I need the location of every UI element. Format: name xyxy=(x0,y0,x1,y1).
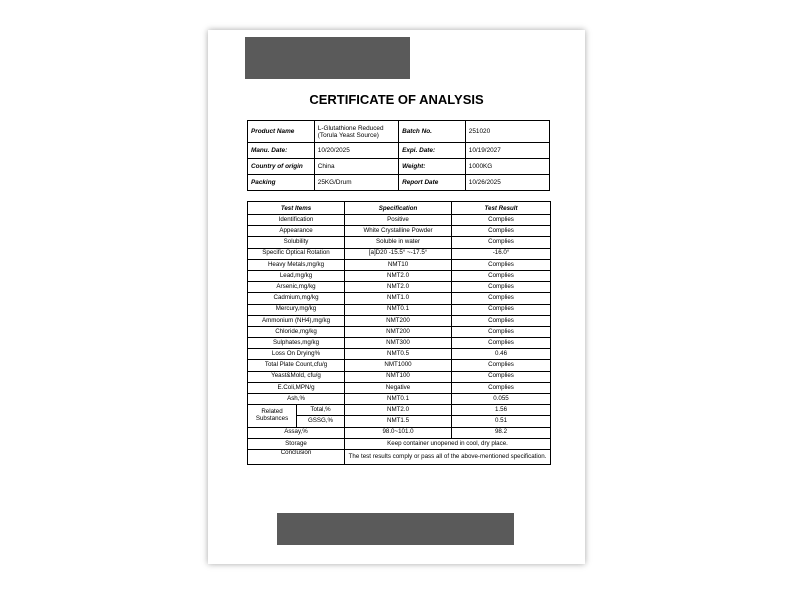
specification-cell: Negative xyxy=(345,382,452,393)
test-item-cell: Solubility xyxy=(248,237,345,248)
test-item-cell: Cadmium,mg/kg xyxy=(248,293,345,304)
result-cell: Complies xyxy=(452,259,551,270)
table-row xyxy=(248,293,551,304)
document-title: CERTIFICATE OF ANALYSIS xyxy=(309,92,484,107)
specification-cell: NMT2.0 xyxy=(345,282,452,293)
specification-cell: Positive xyxy=(345,215,452,226)
info-row xyxy=(248,143,550,159)
test-item-cell: Chloride,mg/kg xyxy=(248,326,345,337)
conclusion-label: Conclusion xyxy=(248,449,345,464)
table-row xyxy=(248,237,551,248)
assay-result: 98.2 xyxy=(452,427,551,438)
specification-cell: NMT100 xyxy=(345,371,452,382)
specification-cell: NMT1.0 xyxy=(345,293,452,304)
table-row xyxy=(248,215,551,226)
related-total-label: Total,% xyxy=(297,405,345,416)
related-row xyxy=(248,405,551,416)
specification-cell: [a]D20 -15.5° ~-17.5° xyxy=(345,248,452,259)
result-cell: Complies xyxy=(452,270,551,281)
result-cell: Complies xyxy=(452,282,551,293)
specification-cell: NMT300 xyxy=(345,338,452,349)
result-cell: Complies xyxy=(452,315,551,326)
related-gssg-result: 0.51 xyxy=(452,416,551,427)
result-cell: Complies xyxy=(452,338,551,349)
test-item-cell: Ash,% xyxy=(248,394,345,405)
header-specification: Specification xyxy=(345,202,452,215)
storage-text: Keep container unopened in cool, dry place. xyxy=(345,438,551,449)
test-item-cell: Arsenic,mg/kg xyxy=(248,282,345,293)
table-row xyxy=(248,270,551,281)
weight-value: 1000KG xyxy=(465,159,549,175)
result-cell: 0.055 xyxy=(452,394,551,405)
packing-value: 25KG/Drum xyxy=(314,175,398,191)
result-cell: Complies xyxy=(452,226,551,237)
test-item-cell: Lead,mg/kg xyxy=(248,270,345,281)
table-row xyxy=(248,349,551,360)
result-cell: Complies xyxy=(452,326,551,337)
test-item-cell: Yeast&Mold, cfu/g xyxy=(248,371,345,382)
report-date-label: Report Date xyxy=(399,175,466,191)
table-row xyxy=(248,360,551,371)
assay-label: Assay,% xyxy=(248,427,345,438)
product-name-label: Product Name xyxy=(248,121,315,143)
specification-cell: Soluble in water xyxy=(345,237,452,248)
info-row xyxy=(248,175,550,191)
table-row xyxy=(248,248,551,259)
related-gssg-label: GSSG,% xyxy=(297,416,345,427)
result-cell: Complies xyxy=(452,304,551,315)
table-row xyxy=(248,394,551,405)
batch-no-label: Batch No. xyxy=(399,121,466,143)
redaction-block-top xyxy=(245,37,410,79)
test-item-cell: Total Plate Count,cfu/g xyxy=(248,360,345,371)
conclusion-text: The test results comply or pass all of the above-mentioned specification. xyxy=(345,449,551,464)
product-info-table xyxy=(247,120,550,191)
table-row xyxy=(248,449,551,464)
specification-cell: NMT1000 xyxy=(345,360,452,371)
table-row xyxy=(248,427,551,438)
specification-cell: NMT2.0 xyxy=(345,270,452,281)
result-cell: Complies xyxy=(452,371,551,382)
batch-no-value: 251020 xyxy=(465,121,549,143)
test-item-cell: Mercury,mg/kg xyxy=(248,304,345,315)
redaction-block-bottom xyxy=(277,513,514,545)
manu-date-value: 10/20/2025 xyxy=(314,143,398,159)
result-cell: Complies xyxy=(452,360,551,371)
test-item-cell: Appearance xyxy=(248,226,345,237)
result-cell: Complies xyxy=(452,293,551,304)
table-row xyxy=(248,226,551,237)
test-item-cell: Loss On Drying% xyxy=(248,349,345,360)
assay-spec: 98.0~101.0 xyxy=(345,427,452,438)
result-cell: -16.0° xyxy=(452,248,551,259)
test-item-cell: Sulphates,mg/kg xyxy=(248,338,345,349)
test-item-cell: Identification xyxy=(248,215,345,226)
specification-cell: White Crystalline Powder xyxy=(345,226,452,237)
report-date-value: 10/26/2025 xyxy=(465,175,549,191)
product-name-value: L-Glutathione Reduced (Torula Yeast Source) xyxy=(314,121,398,143)
table-row xyxy=(248,259,551,270)
related-total-result: 1.56 xyxy=(452,405,551,416)
related-substances-label: Related Substances xyxy=(248,405,297,427)
specification-cell: NMT0.1 xyxy=(345,394,452,405)
result-cell: Complies xyxy=(452,237,551,248)
info-row xyxy=(248,121,550,143)
header-row xyxy=(248,202,551,215)
table-row xyxy=(248,338,551,349)
specification-cell: NMT10 xyxy=(345,259,452,270)
specification-cell: NMT0.1 xyxy=(345,304,452,315)
table-row xyxy=(248,315,551,326)
expi-date-label: Expi. Date: xyxy=(399,143,466,159)
related-gssg-spec: NMT1.5 xyxy=(345,416,452,427)
specification-cell: NMT0.5 xyxy=(345,349,452,360)
specification-cell: NMT200 xyxy=(345,315,452,326)
packing-label: Packing xyxy=(248,175,315,191)
specification-cell: NMT200 xyxy=(345,326,452,337)
test-item-cell: E.Coli,MPN/g xyxy=(248,382,345,393)
test-results-table xyxy=(247,201,551,465)
test-item-cell: Specific Optical Rotation xyxy=(248,248,345,259)
expi-date-value: 10/19/2027 xyxy=(465,143,549,159)
storage-label: Storage xyxy=(248,438,345,449)
table-row xyxy=(248,371,551,382)
origin-label: Country of origin xyxy=(248,159,315,175)
table-row xyxy=(248,282,551,293)
result-cell: 0.46 xyxy=(452,349,551,360)
table-row xyxy=(248,326,551,337)
table-row xyxy=(248,382,551,393)
header-test-result: Test Result xyxy=(452,202,551,215)
header-test-items: Test Items xyxy=(248,202,345,215)
origin-value: China xyxy=(314,159,398,175)
table-row xyxy=(248,304,551,315)
table-row xyxy=(248,438,551,449)
test-item-cell: Ammonium (NH4),mg/kg xyxy=(248,315,345,326)
result-cell: Complies xyxy=(452,382,551,393)
info-row xyxy=(248,159,550,175)
certificate-page xyxy=(208,30,585,564)
result-cell: Complies xyxy=(452,215,551,226)
test-item-cell: Heavy Metals,mg/kg xyxy=(248,259,345,270)
manu-date-label: Manu. Date: xyxy=(248,143,315,159)
weight-label: Weight: xyxy=(399,159,466,175)
related-total-spec: NMT2.0 xyxy=(345,405,452,416)
